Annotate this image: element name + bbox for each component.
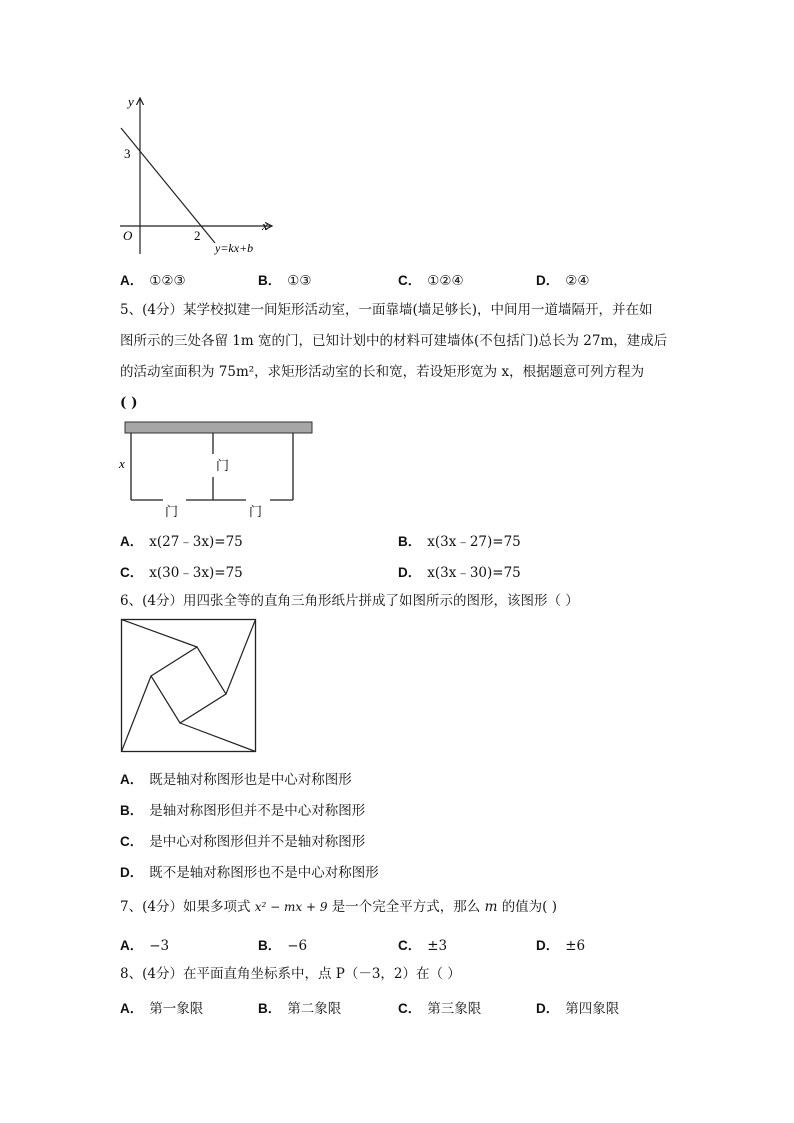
- q7-stem: [120, 897, 557, 917]
- q7-option-c[interactable]: C． ±3: [398, 938, 448, 954]
- origin-label: O: [123, 228, 133, 243]
- axis-y-label: y: [128, 94, 134, 109]
- q5-option-d[interactable]: D． x(3x﹣30)=75: [398, 565, 521, 581]
- line-equation-label: y=kx+b: [215, 241, 254, 255]
- q8-stem: 8、(4分）在平面直角坐标系中，点 P（－3，2）在（ ）: [120, 966, 461, 982]
- q4-option-a[interactable]: A． ①②③: [120, 273, 186, 289]
- q7-stem-part-b: 是一个完全平方式，那么: [331, 899, 481, 915]
- q7-stem-part-c: 的值为( ): [501, 899, 558, 915]
- q5-answer-paren: ( ): [120, 395, 138, 411]
- q8-option-a[interactable]: A． 第一象限: [120, 1001, 204, 1017]
- pinwheel-square-figure: [120, 618, 258, 754]
- q5-option-c[interactable]: C． x(30﹣3x)=75: [120, 565, 243, 581]
- q5-stem-line1: 5、(4分）某学校拟建一间矩形活动室，一面靠墙(墙足够长)，中间用一道墙隔开，并在如: [120, 302, 653, 318]
- door-label-middle: 门: [216, 458, 230, 473]
- q6-option-c[interactable]: C． 是中心对称图形但并不是轴对称图形: [120, 834, 366, 850]
- width-x-label: x: [119, 456, 125, 471]
- q5-stem-line3: 的活动室面积为 75m²，求矩形活动室的长和宽，若设矩形宽为 x，根据题意可列方程为: [120, 364, 645, 380]
- q7-polynomial: x² − mx + 9: [254, 900, 328, 914]
- q8-option-d[interactable]: D． 第四象限: [536, 1001, 620, 1017]
- q6-option-b[interactable]: B． 是轴对称图形但并不是中心对称图形: [120, 803, 366, 819]
- door-label-left: 门: [165, 504, 179, 519]
- x-intercept-label: 2: [194, 228, 201, 243]
- q7-option-b[interactable]: B． −6: [258, 938, 308, 954]
- q6-option-a[interactable]: A． 既是轴对称图形也是中心对称图形: [120, 772, 352, 788]
- wall-bar: [125, 422, 312, 433]
- q5-stem-line2: 图所示的三处各留 1m 宽的门，已知计划中的材料可建墙体(不包括门)总长为 27m，建成后: [120, 333, 668, 349]
- axis-x-label: x: [262, 218, 268, 233]
- activity-room-figure: [118, 418, 318, 520]
- q7-stem-part-a: 7、(4分）如果多项式: [120, 899, 251, 915]
- q6-option-d[interactable]: D． 既不是轴对称图形也不是中心对称图形: [120, 865, 379, 881]
- q8-option-c[interactable]: C． 第三象限: [398, 1001, 482, 1017]
- q4-option-d[interactable]: D． ②④: [536, 273, 590, 289]
- linear-function-graph: [112, 92, 282, 260]
- q5-option-a[interactable]: A． x(27﹣3x)=75: [120, 534, 243, 550]
- q5-option-b[interactable]: B． x(3x﹣27)=75: [398, 534, 521, 550]
- door-label-right: 门: [249, 504, 263, 519]
- q7-option-d[interactable]: D． ±6: [536, 938, 586, 954]
- q6-stem: 6、(4分）用四张全等的直角三角形纸片拼成了如图所示的图形，该图形（ ）: [120, 593, 579, 609]
- y-intercept-label: 3: [124, 146, 131, 161]
- q7-variable: m: [484, 899, 498, 915]
- q4-option-c[interactable]: C． ①②④: [398, 273, 464, 289]
- q8-option-b[interactable]: B． 第二象限: [258, 1001, 342, 1017]
- q4-option-b[interactable]: B． ①③: [258, 273, 312, 289]
- q7-option-a[interactable]: A． −3: [120, 938, 170, 954]
